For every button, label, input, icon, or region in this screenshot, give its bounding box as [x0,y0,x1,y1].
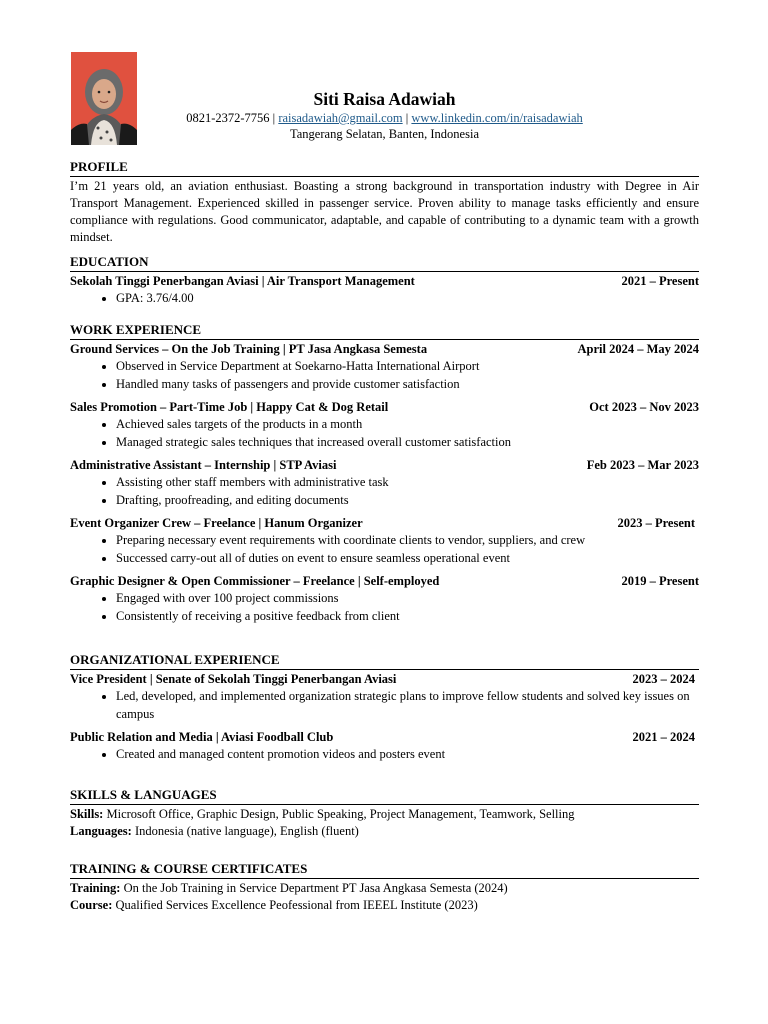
bullet-item: • Consistently of receiving a positive feedback from client [116,608,699,626]
course-label: Course: [70,898,113,912]
entry-heading: Public Relation and Media | Aviasi Foodball Club [70,730,334,744]
phone-number: 0821-2372-7756 [186,111,270,125]
skills-text: Microsoft Office, Graphic Design, Public Speaking, Project Management, Teamwork, Selling [103,807,575,821]
bullet-item: • Led, developed, and implemented organization strategic plans to improve fellow students and solved key issues on campus [116,688,699,723]
email-link[interactable]: raisadawiah@gmail.com [278,111,403,125]
bullet-item: • Assisting other staff members with administrative task [116,474,699,492]
candidate-name: Siti Raisa Adawiah [313,89,456,109]
training-section [70,861,699,914]
work-section [70,322,699,631]
training-line [70,880,699,897]
course-line [70,897,699,914]
separator: | [269,111,279,125]
entry-heading: Graphic Designer & Open Commissioner – Freelance | Self-employed [70,574,440,588]
languages-text: Indonesia (native language), English (fluent) [131,824,359,838]
education-section [70,254,699,314]
entry-date: Feb 2023 – Mar 2023 [586,458,699,472]
languages-line [70,823,699,840]
bullet-item: • Observed in Service Department at Soekarno-Hatta International Airport [116,358,699,376]
entry-heading: Sekolah Tinggi Penerbangan Aviasi | Air Transport Management [70,274,415,288]
entry-date: Oct 2023 – Nov 2023 [589,400,699,414]
bullet-item: • Engaged with over 100 project commissions [116,590,699,608]
linkedin-link[interactable]: www.linkedin.com/in/raisadawiah [411,111,583,125]
entry-heading: Administrative Assistant – Internship | STP Aviasi [70,458,337,472]
entry-date: 2021 – 2024 [632,730,695,744]
bullet-item: • Achieved sales targets of the products in a month [116,416,699,434]
section-title: TRAINING & COURSE CERTIFICATES [70,861,699,879]
org-entry [70,729,699,764]
entry-heading: Ground Services – On the Job Training | PT Jasa Angkasa Semesta [70,342,428,356]
training-text: On the Job Training in Service Department PT Jasa Angkasa Semesta (2024) [120,881,508,895]
work-entry [70,515,699,567]
bullet-item: • Preparing necessary event requirements with coordinate clients to vendor, suppliers, and crew [116,532,699,550]
resume-header [70,88,699,142]
work-entry [70,341,699,393]
course-text: Qualified Services Excellence Peofessional from IEEEL Institute (2023) [112,898,478,912]
entry-date: 2023 – 2024 [632,672,695,686]
bullet-item: • Created and managed content promotion videos and posters event [116,746,699,764]
entry-date: 2021 – Present [621,274,699,288]
org-entry [70,671,699,723]
languages-label: Languages: [70,824,132,838]
section-title: PROFILE [70,159,699,177]
entry-date: 2019 – Present [621,574,699,588]
section-title: ORGANIZATIONAL EXPERIENCE [70,652,699,670]
work-entry [70,573,699,625]
bullet-item: • Handled many tasks of passengers and provide customer satisfaction [116,376,699,394]
bullet-item: • GPA: 3.76/4.00 [116,290,699,308]
work-entry [70,399,699,451]
entry-date: April 2024 – May 2024 [577,342,699,356]
section-title: WORK EXPERIENCE [70,322,699,340]
skills-section [70,787,699,840]
profile-text: I’m 21 years old, an aviation enthusiast. Boasting a strong background in transportation industry with Degree in Air Transport Management. Experienced skilled in passenger service. Proven ability to manage tasks efficiently and ensure compliance with regulations. Good communicator, adaptable, and capable of contributing to a dynamic team with a growth mindset. [70,179,699,244]
section-title: EDUCATION [70,254,699,272]
education-entry [70,273,699,308]
bullet-item: • Managed strategic sales techniques that increased overall customer satisfaction [116,434,699,452]
training-label: Training: [70,881,121,895]
bullet-item: • Successed carry-out all of duties on event to ensure seamless operational event [116,550,699,568]
profile-section [70,159,699,246]
separator: | [402,111,412,125]
entry-date: 2023 – Present [617,516,695,530]
entry-heading: Sales Promotion – Part-Time Job | Happy Cat & Dog Retail [70,400,389,414]
section-title: SKILLS & LANGUAGES [70,787,699,805]
location: Tangerang Selatan, Banten, Indonesia [290,127,479,141]
skills-line [70,806,699,823]
skills-label: Skills: [70,807,104,821]
entry-heading: Vice President | Senate of Sekolah Tinggi Penerbangan Aviasi [70,672,397,686]
work-entry [70,457,699,509]
entry-heading: Event Organizer Crew – Freelance | Hanum Organizer [70,516,363,530]
org-section [70,652,699,770]
bullet-item: • Drafting, proofreading, and editing documents [116,492,699,510]
contact-line [70,110,699,126]
